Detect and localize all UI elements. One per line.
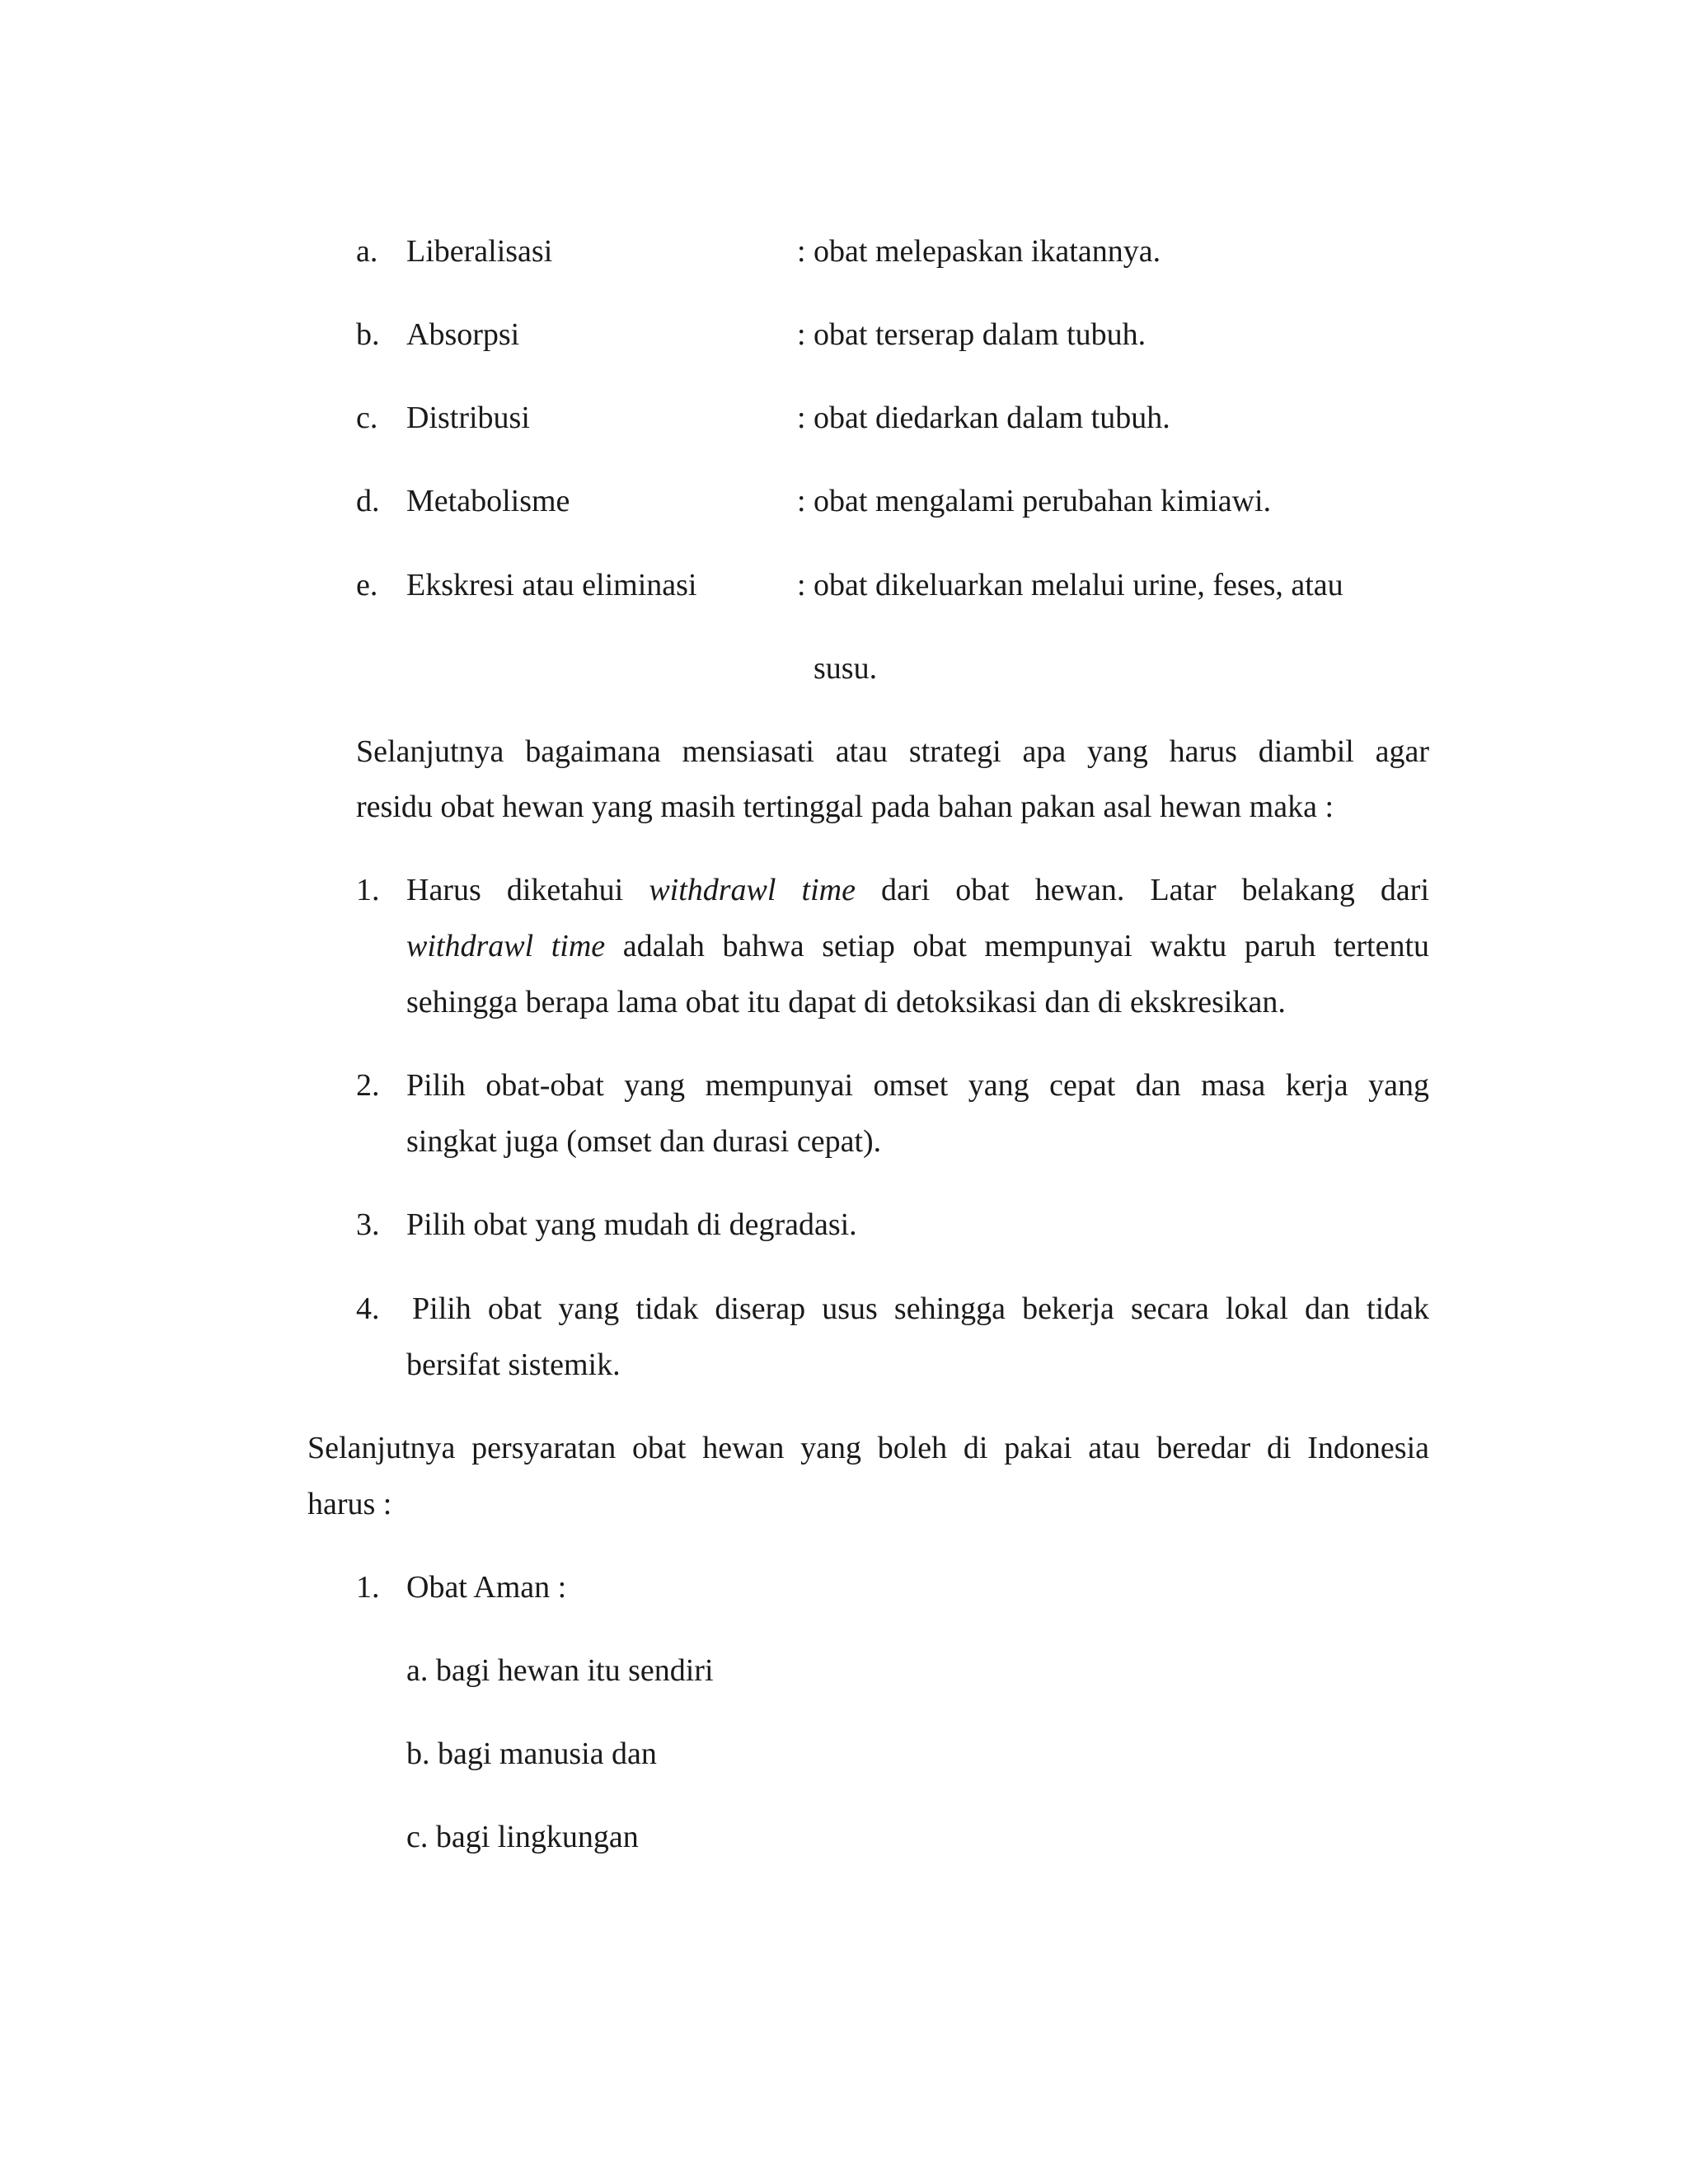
stage-term: Metabolisme — [406, 484, 570, 518]
requirement-sub-item: a. bagi hewan itu sendiri — [406, 1653, 714, 1688]
stage-desc-continuation: susu. — [814, 651, 878, 686]
stage-desc: : obat dikeluarkan melalui urine, feses, atau — [797, 568, 1343, 602]
stage-letter: a. — [356, 234, 378, 269]
stage-letter: c. — [356, 401, 378, 435]
stage-letter: b. — [356, 317, 380, 352]
paragraph-line: harus : — [307, 1487, 392, 1521]
paragraph-line: Selanjutnya bagaimana mensiasati atau strategi apa yang harus diambil agar — [356, 734, 1429, 769]
list-number: 2. — [356, 1068, 380, 1103]
stage-desc: : obat terserap dalam tubuh. — [797, 317, 1146, 352]
list-item-line — [406, 926, 1429, 966]
paragraph-line: Selanjutnya persyaratan obat hewan yang boleh di pakai atau beredar di Indonesia — [307, 1431, 1429, 1465]
list-text: adalah bahwa setiap obat mempunyai waktu paruh tertentu — [622, 929, 1429, 963]
list-number: 1. — [356, 873, 380, 907]
list-number: 3. — [356, 1207, 380, 1242]
stage-desc: : obat diedarkan dalam tubuh. — [797, 401, 1170, 435]
list-item-line: singkat juga (omset dan durasi cepat). — [406, 1124, 882, 1159]
stage-term: Absorpsi — [406, 317, 520, 352]
stage-term: Liberalisasi — [406, 234, 553, 269]
stage-term: Distribusi — [406, 401, 530, 435]
requirement-label: Obat Aman : — [406, 1570, 567, 1605]
stage-desc: : obat mengalami perubahan kimiawi. — [797, 484, 1272, 518]
requirement-sub-item: c. bagi lingkungan — [406, 1820, 639, 1854]
list-text: dari obat hewan. Latar belakang dari — [881, 873, 1429, 907]
list-number: 1. — [356, 1570, 380, 1605]
stage-letter: d. — [356, 484, 380, 518]
list-item-line: sehingga berapa lama obat itu dapat di detoksikasi dan di ekskresikan. — [406, 985, 1286, 1019]
stage-term: Ekskresi atau eliminasi — [406, 568, 697, 602]
list-text: Harus diketahui — [406, 873, 624, 907]
paragraph-line: residu obat hewan yang masih tertinggal pada bahan pakan asal hewan maka : — [356, 790, 1334, 824]
list-number: 4. — [356, 1291, 380, 1326]
list-item-line: bersifat sistemik. — [406, 1347, 621, 1382]
list-item-line: Pilih obat-obat yang mempunyai omset yang cepat dan masa kerja yang — [406, 1068, 1429, 1103]
list-item-line — [406, 870, 1429, 910]
requirement-sub-item: b. bagi manusia dan — [406, 1736, 657, 1771]
list-text-italic: withdrawl time — [649, 873, 856, 907]
list-text-italic: withdrawl time — [406, 929, 606, 963]
list-item-line: Pilih obat yang tidak diserap usus sehingga bekerja secara lokal dan tidak — [412, 1291, 1429, 1326]
list-item-line: Pilih obat yang mudah di degradasi. — [406, 1207, 857, 1242]
stage-letter: e. — [356, 568, 378, 602]
stage-desc: : obat melepaskan ikatannya. — [797, 234, 1161, 269]
